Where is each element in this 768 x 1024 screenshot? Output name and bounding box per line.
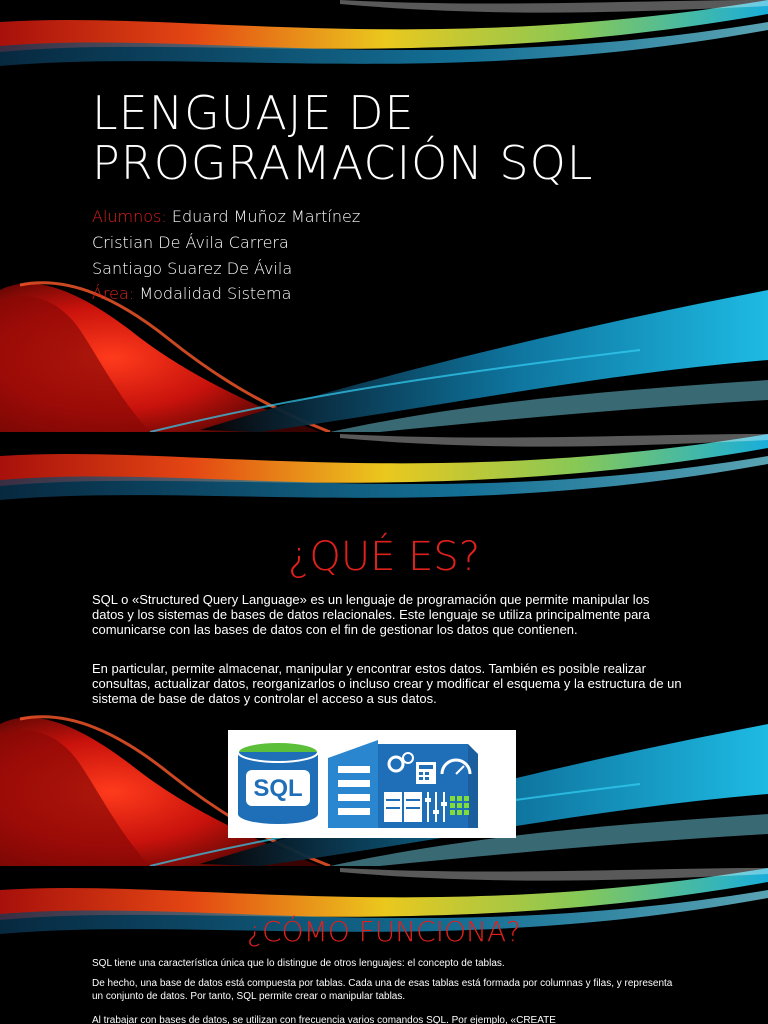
paragraph-2: De hecho, una base de datos está compuesta por tablas. Cada una de esas tablas está formada por columnas y filas, y representa un conjunto de datos. Por tanto, SQL permite crear o manipular tablas. [92,978,673,1002]
students-label: Alumnos: [92,207,167,226]
title-line-2: PROGRAMACIÓN SQL [92,136,594,190]
sql-logo-image [228,730,516,838]
area-line [92,284,291,304]
paragraph-3: Al trabajar con bases de datos, se utilizan con frecuencia varios comandos SQL. Por ejemplo, «CREATE [92,1015,556,1024]
title-line-1: LENGUAJE DE [92,86,415,140]
area-label: Área: [92,284,135,303]
paragraph-1: SQL o «Structured Query Language» es un lenguaje de programación que permite manipular los datos y los sistemas de bases de datos relacionales. Este lenguaje se utiliza principalmente para comunicarse con las bases de datos con el fin de gestionar los datos que contienen. [92,592,650,637]
sql-logo-text: SQL [253,775,303,802]
students-line [92,207,360,227]
slide-title [0,0,768,432]
presentation-title [92,88,593,188]
section-heading: ¿CÓMO FUNCIONA? [246,915,522,948]
slide-how-it-works [0,868,768,1024]
student-3: Santiago Suarez De Ávila [92,259,293,278]
paragraph-2: En particular, permite almacenar, manipular y encontrar estos datos. También es posible realizar consultas, actualizar datos, reorganizarlos o incluso crear y modificar el esquema y la estructura de un sistema de base de datos y controlar el acceso a sus datos. [92,661,682,706]
slide-what-is [0,434,768,866]
student-1: Eduard Muñoz Martínez [171,207,361,226]
section-heading: ¿QUÉ ES? [287,534,481,580]
sql-database-icon [228,730,516,838]
paragraph-1: SQL tiene una característica única que lo distingue de otros lenguajes: el concepto de tablas. [92,958,505,969]
student-2: Cristian De Ávila Carrera [92,233,289,252]
area-value: Modalidad Sistema [139,284,292,303]
